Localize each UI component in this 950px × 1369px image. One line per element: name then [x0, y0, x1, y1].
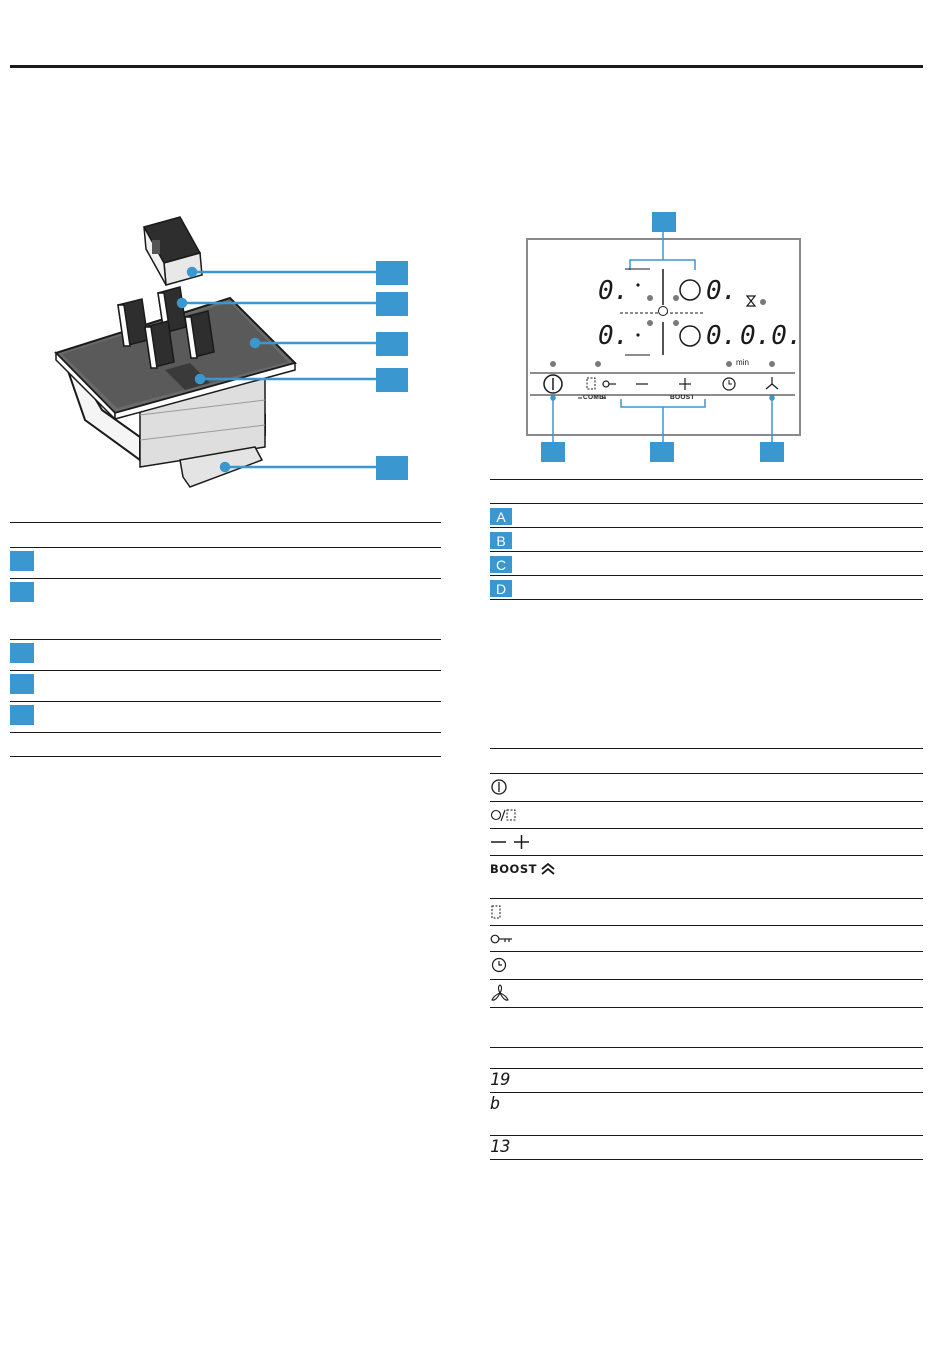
- display-code: b: [490, 1094, 501, 1114]
- power-icon: [490, 776, 508, 798]
- callout-marker: [10, 705, 34, 725]
- symbols-legend-row: [490, 899, 923, 926]
- symbols-legend-row: [490, 952, 923, 980]
- key-icon: [490, 928, 514, 950]
- controls-legend-row: [490, 552, 923, 576]
- symbols-legend-row: [490, 774, 923, 802]
- legend-row: [10, 702, 441, 733]
- symbols-legend: [490, 748, 923, 1048]
- boost-icon: [490, 858, 556, 880]
- controls-legend-row: [490, 504, 923, 528]
- components-legend: [10, 522, 441, 757]
- controls-legend-header: [490, 480, 923, 504]
- callout-letter: D: [490, 580, 512, 597]
- callout-letter: B: [490, 532, 512, 549]
- min-label: min: [736, 358, 749, 367]
- legend-row: [10, 671, 441, 702]
- display-digit-front-right: 0.: [706, 276, 738, 306]
- controls-legend-row: [490, 528, 923, 552]
- legend-row: [10, 733, 441, 757]
- fan-icon: [490, 982, 510, 1004]
- display-code-row: [490, 1069, 923, 1093]
- legend-row: [10, 579, 441, 640]
- controls-legend-row: [490, 576, 923, 600]
- legend-row: [10, 640, 441, 671]
- top-rule: [10, 65, 923, 68]
- display-digit-rear-left: 0.: [598, 321, 630, 351]
- display-digit-rear-right: 0.: [706, 321, 738, 351]
- display-code-row: [490, 1136, 923, 1160]
- legend-row: [10, 548, 441, 579]
- callout-marker: [10, 643, 34, 663]
- control-panel-figure: [490, 205, 820, 465]
- display-code: 13: [490, 1137, 511, 1157]
- callout-letter: A: [490, 508, 512, 525]
- boost-label: BOOST: [670, 394, 695, 401]
- legend-header-row: [10, 523, 441, 548]
- display-code: 19: [490, 1070, 511, 1090]
- appliance-illustration: [40, 205, 420, 490]
- symbols-legend-row: [490, 980, 923, 1008]
- symbols-legend-header: [490, 749, 923, 774]
- display-codes-header: [490, 1026, 923, 1069]
- symbols-legend-row: [490, 802, 923, 829]
- controls-legend: [490, 479, 923, 600]
- display-timer-digits: 0.0.: [740, 321, 803, 351]
- minus-plus-icon: [490, 831, 532, 853]
- display-codes-legend: [490, 1026, 923, 1160]
- symbols-legend-row: [490, 829, 923, 856]
- display-digit-front-left: 0.: [598, 276, 630, 306]
- combi-zone-icon: [490, 901, 502, 923]
- combi-label: COMBI: [583, 394, 607, 401]
- callout-marker: [10, 582, 34, 602]
- symbols-legend-row: [490, 856, 923, 899]
- display-code-row: [490, 1093, 923, 1136]
- boost-text: BOOST: [490, 862, 537, 876]
- symbols-legend-row: [490, 926, 923, 952]
- hob-ventilation-icon: [490, 804, 520, 826]
- callout-marker: [10, 551, 34, 571]
- timer-icon: [490, 954, 508, 976]
- callout-letter: C: [490, 556, 512, 573]
- callout-marker: [10, 674, 34, 694]
